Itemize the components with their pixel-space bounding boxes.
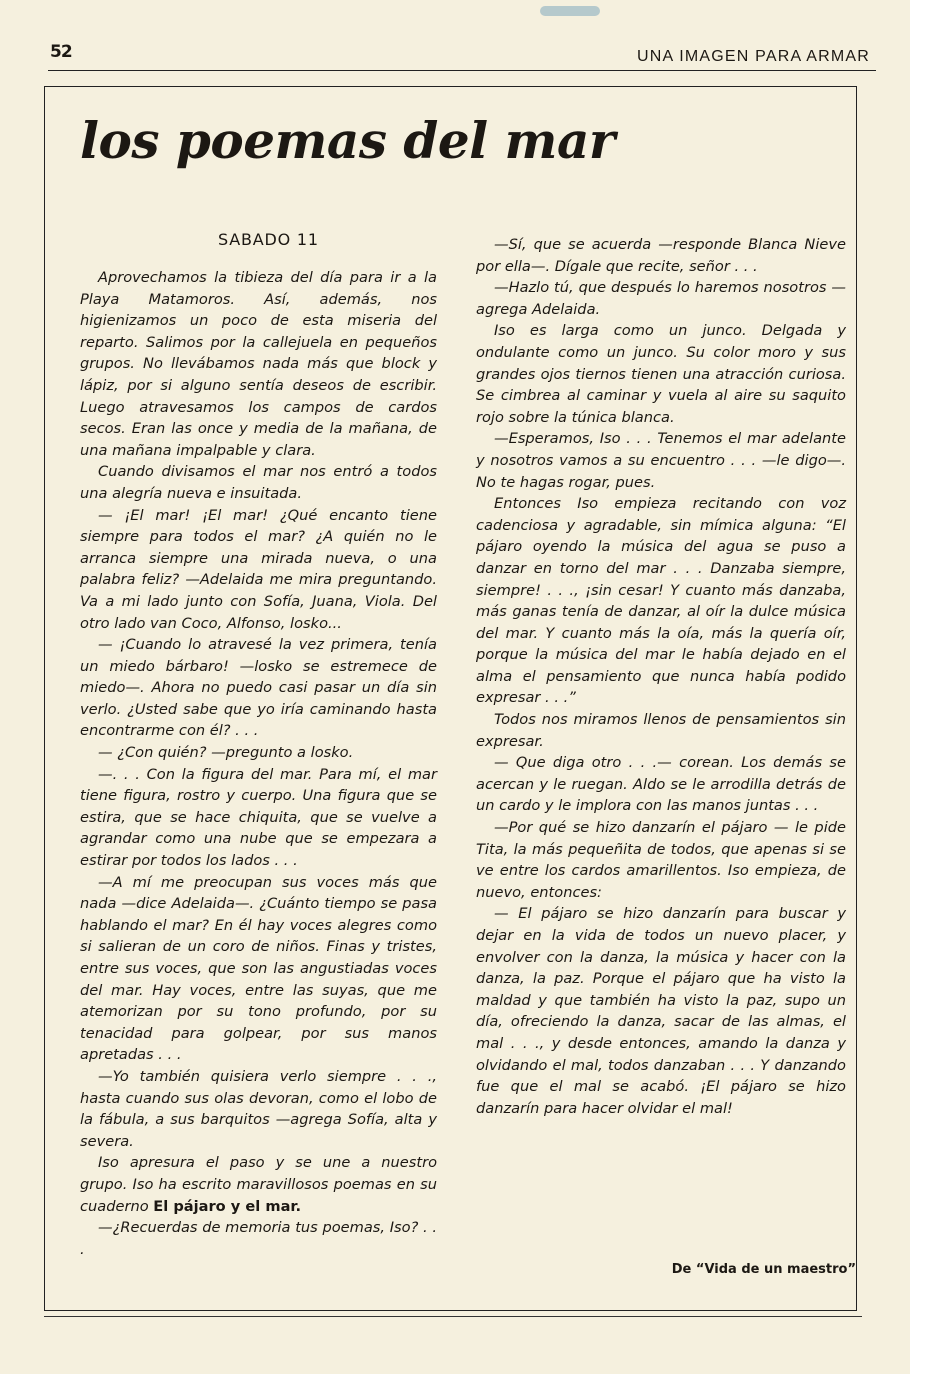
book-title: El pájaro y el mar.: [153, 1197, 302, 1215]
frame-bottom-rule: [44, 1316, 862, 1317]
left-column: [80, 267, 437, 1260]
right-column: [476, 234, 846, 1119]
paragraph: Todos nos miramos llenos de pensamientos sin expresar.: [476, 711, 846, 750]
paragraph: —Hazlo tú, que después lo haremos nosotros —agrega Adelaida.: [476, 279, 846, 318]
print-blotch: [540, 6, 600, 16]
paragraph: —Sí, que se acuerda —responde Blanca Nieve por ella—. Dígale que recite, señor . . .: [476, 236, 846, 275]
paragraph: — ¿Con quién? —pregunto a losko.: [98, 744, 354, 762]
paragraph: Iso es larga como un junco. Delgada y ondulante como un junco. Su color moro y sus grandes ojos tiernos tienen una atracción curiosa. Se cimbrea al caminar y vuela al aire su saquito rojo sobre la túnica blanca.: [476, 322, 846, 426]
paragraph: —Yo también quisiera verlo siempre . . ., hasta cuando sus olas devoran, como el lobo de la fábula, a sus barquitos —agrega Sofía, alta y severa.: [80, 1067, 437, 1150]
date-heading: SABADO 11: [218, 230, 319, 249]
paragraph: — El pájaro se hizo danzarín para buscar y dejar en la vida de todos un nuevo placer, y envolver con la danza, la música y hacer con la danza, la paz. Porque el pájaro que ha visto la maldad y que también ha visto la paz, supo un día, ofreciendo la danza, sacar de las almas, el mal . . ., y desde entonces, amando la danza y olvidando el mal, todos danzaban . . . Y danzando fue que el mal se acabó. ¡El pájaro se hizo danzarín para hacer olvidar el mal!: [476, 905, 846, 1117]
page-edge: [910, 0, 936, 1374]
paragraph: Cuando divisamos el mar nos entró a todos una alegría nueva e insuitada.: [80, 463, 437, 502]
paragraph: Aprovechamos la tibieza del día para ir a la Playa Matamoros. Así, además, nos higienizamos un poco de esta miseria del reparto. Salimos por la callejuela en pequeños grupos. No llevábamos nada más que block y lápiz, por si alguno sentía deseos de escribir. Luego atravesamos los campos de cardos secos. Eran las once y media de la mañana, de una mañana impalpable y clara.: [80, 269, 437, 459]
source-credit: De “Vida de un maestro”: [671, 1262, 856, 1277]
paragraph: [80, 1152, 437, 1217]
article-title: los poemas del mar: [80, 111, 615, 170]
paragraph: — Que diga otro . . .— corean. Los demás se acercan y le ruegan. Aldo se le arrodilla detrás de un cardo y le implora con las manos juntas . . .: [476, 754, 846, 815]
paragraph: — ¡El mar! ¡El mar! ¿Qué encanto tiene siempre para todos el mar? ¿A quién no le arranca siempre una mirada nueva, o una palabra feliz? —Adelaida me mira preguntando. Va a mi lado junto con Sofía, Juana, Viola. Del otro lado van Coco, Alfonso, losko...: [80, 506, 437, 632]
header-rule: [48, 70, 876, 71]
paragraph: Entonces Iso empieza recitando con voz cadenciosa y agradable, sin mímica alguna: “El pájaro oyendo la música del agua se puso a danzar en torno del mar . . . Danzaba siempre, siempre! . . ., ¡sin cesar! Y cuanto más danzaba, más ganas tenía de danzar, al oír la dulce música del mar. Y cuanto más la oía, más la quería oír, porque la música del mar le había dejado en el alma el pensamiento que nunca había podido expresar . . .”: [476, 495, 846, 707]
section-title: UNA IMAGEN PARA ARMAR: [637, 48, 870, 65]
paragraph: —Por qué se hizo danzarín el pájaro — le pide Tita, la más pequeñita de todos, que apenas si se ve entre los cardos amarillentos. Iso empieza, de nuevo, entonces:: [476, 819, 846, 901]
paragraph: —. . . Con la figura del mar. Para mí, el mar tiene figura, rostro y cuerpo. Una figura que se estira, que se hace chiquita, que se vuelve a agrandar como una nube que se empezara a estirar por todos los lados . . .: [80, 765, 437, 870]
paragraph-text: Iso apresura el paso y se une a nuestro grupo. Iso ha escrito maravillosos poemas en su cuaderno: [80, 1154, 437, 1215]
paragraph: —Esperamos, Iso . . . Tenemos el mar adelante y nosotros vamos a su encuentro . . . —le digo—. No te hagas rogar, pues.: [476, 430, 846, 491]
page-number: 52: [50, 42, 72, 62]
paragraph: — ¡Cuando lo atravesé la vez primera, tenía un miedo bárbaro! —losko se estremece de miedo—. Ahora no puedo casi pasar un día sin verlo. ¿Usted sabe que yo iría caminando hasta encontrarme con él? . . .: [80, 636, 437, 740]
paragraph: —¿Recuerdas de memoria tus poemas, Iso? . . .: [80, 1219, 437, 1258]
paragraph: —A mí me preocupan sus voces más que nada —dice Adelaida—. ¿Cuánto tiempo se pasa hablando el mar? En él hay voces alegres como si salieran de un coro de niños. Finas y tristes, entre sus voces, que son las angustiadas voces del mar. Hay voces, entre las suyas, que me atemorizan por su tono profundo, por su tenacidad para golpear, por sus manos apretadas . . .: [80, 873, 437, 1064]
